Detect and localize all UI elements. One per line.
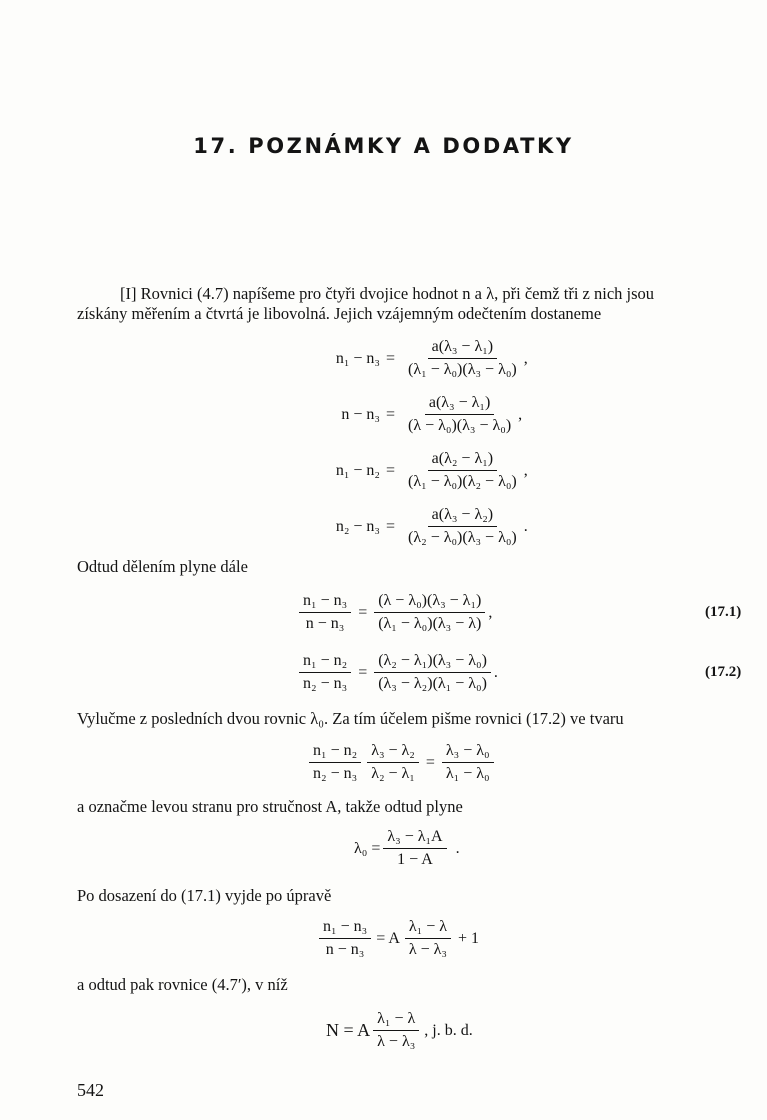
punctuation: . bbox=[455, 839, 460, 857]
numerator: a(λ₃ − λ₂) bbox=[428, 506, 497, 527]
numerator: λ₃ − λ₂ bbox=[367, 742, 419, 763]
equation-row: n₁ − n₂ = $\frac{\text{a(λ₂ − λ₁)}}{\text{(λ₁ − λ₀)(λ₂ − λ₀)}}$ , bbox=[300, 450, 528, 491]
denominator: λ₁ − λ₀ bbox=[445, 765, 490, 782]
punctuation: , bbox=[518, 405, 523, 423]
chapter-heading: 17. POZNÁMKY A DODATKY bbox=[193, 134, 574, 158]
denominator: (λ₃ − λ₂)(λ₁ − λ₀) bbox=[378, 675, 487, 692]
numerator: λ₃ − λ₁A bbox=[383, 828, 446, 849]
punctuation: , bbox=[488, 603, 493, 621]
equation-fraction bbox=[442, 742, 494, 783]
denominator: (λ − λ₀)(λ₃ − λ₀) bbox=[408, 417, 512, 434]
equation-fraction bbox=[319, 918, 371, 959]
equation-row bbox=[354, 828, 460, 869]
equation-fraction bbox=[373, 1010, 419, 1051]
equation-lhs: n₁ − n₃ bbox=[335, 349, 380, 367]
equation-row: $\frac{\text{n₁ − n₂}}{\text{n₂ − n₃}}$ = $\frac{\text{(λ₂ − λ₁)(λ₃ − λ₀)}}{\text{(λ₃ − λ₂)(λ₁ − λ₀)}}$ . bbox=[296, 652, 498, 693]
equation-fraction bbox=[404, 338, 521, 379]
equation-lhs: n₂ − n₃ bbox=[335, 517, 380, 535]
numerator: λ₁ − λ bbox=[373, 1010, 419, 1031]
equation-mid: = A bbox=[376, 929, 400, 947]
equation-lhs: λ₀ = bbox=[354, 839, 381, 857]
numerator: n₁ − n₃ bbox=[319, 918, 371, 939]
denominator: n − n₃ bbox=[305, 615, 345, 632]
equation-lhs: N = A bbox=[326, 1020, 371, 1040]
equation-row: n₂ − n₃ = $\frac{\text{a(λ₃ − λ₂)}}{\text{(λ₂ − λ₀)(λ₃ − λ₀)}}$ . bbox=[300, 506, 528, 547]
denominator: λ − λ₃ bbox=[377, 1033, 416, 1050]
equation-fraction bbox=[383, 828, 446, 869]
denominator: (λ₁ − λ₀)(λ₃ − λ₀) bbox=[408, 361, 517, 378]
equation-lhs: n − n₃ bbox=[341, 405, 380, 423]
denominator: n₂ − n₃ bbox=[313, 765, 358, 782]
numerator: a(λ₃ − λ₁) bbox=[425, 394, 494, 415]
punctuation: , bbox=[523, 461, 528, 479]
equation-number: (17.2) bbox=[705, 664, 742, 680]
paragraph-line: [I] Rovnici (4.7) napíšeme pro čtyři dvojice hodnot n a λ, při čemž tři z nich jsou bbox=[120, 284, 655, 303]
denominator: (λ₁ − λ₀)(λ₃ − λ) bbox=[378, 615, 482, 632]
numerator: a(λ₂ − λ₁) bbox=[428, 450, 497, 471]
equation-row: $\frac{\text{n₁ − n₂}}{\text{n₂ − n₃}}$ $\frac{\text{λ₃ − λ₂}}{\text{λ₂ − λ₁}}$ = $\frac{\text{λ₃ − λ₀}}{\text{λ₁ − λ₀}}$ bbox=[306, 742, 497, 783]
equation-tail: , j. b. d. bbox=[424, 1021, 473, 1039]
equation-fraction bbox=[299, 652, 351, 693]
denominator: 1 − A bbox=[397, 851, 433, 868]
punctuation: . bbox=[493, 663, 498, 681]
paragraph-line: Po dosazení do (17.1) vyjde po úpravě bbox=[77, 886, 332, 905]
equation-number: (17.1) bbox=[705, 604, 742, 620]
equation-fraction bbox=[405, 918, 451, 959]
denominator: n₂ − n₃ bbox=[303, 675, 348, 692]
equation-row bbox=[316, 918, 479, 959]
denominator: n − n₃ bbox=[325, 941, 365, 958]
numerator: a(λ₃ − λ₁) bbox=[428, 338, 497, 359]
equation-row: n − n₃ = $\frac{\text{a(λ₃ − λ₁)}}{\text{(λ − λ₀)(λ₃ − λ₀)}}$ , bbox=[300, 394, 522, 435]
paragraph-line: Vylučme z posledních dvou rovnic λ₀. Za tím účelem pišme rovnici (17.2) ve tvaru bbox=[77, 709, 624, 728]
numerator: (λ − λ₀)(λ₃ − λ₁) bbox=[374, 592, 485, 613]
equation-fraction bbox=[404, 450, 521, 491]
equation-fraction bbox=[374, 592, 485, 633]
numerator: n₁ − n₂ bbox=[299, 652, 351, 673]
punctuation: , bbox=[523, 349, 528, 367]
numerator: n₁ − n₂ bbox=[309, 742, 361, 763]
equation-lhs: n₁ − n₂ bbox=[335, 461, 380, 479]
punctuation: . bbox=[523, 517, 528, 535]
page-number: 542 bbox=[77, 1080, 104, 1100]
equation-tail: + 1 bbox=[458, 929, 480, 947]
paragraph-line: a označme levou stranu pro stručnost A, takže odtud plyne bbox=[77, 797, 463, 816]
equation-row bbox=[326, 1010, 473, 1051]
equation-fraction bbox=[404, 394, 515, 435]
denominator: (λ₁ − λ₀)(λ₂ − λ₀) bbox=[408, 473, 517, 490]
denominator: λ − λ₃ bbox=[408, 941, 448, 958]
equation-fraction bbox=[367, 742, 419, 783]
paragraph-line: a odtud pak rovnice (4.7′), v níž bbox=[77, 975, 288, 994]
equation-fraction bbox=[404, 506, 521, 547]
equation-fraction bbox=[309, 742, 361, 783]
equation-fraction bbox=[299, 592, 351, 633]
paragraph-line: Odtud dělením plyne dále bbox=[77, 557, 248, 576]
equation-fraction bbox=[374, 652, 491, 693]
paragraph-line: získány měřením a čtvrtá je libovolná. Jejich vzájemným odečtením dostaneme bbox=[77, 304, 602, 323]
numerator: λ₃ − λ₀ bbox=[442, 742, 494, 763]
denominator: (λ₂ − λ₀)(λ₃ − λ₀) bbox=[408, 529, 517, 546]
numerator: λ₁ − λ bbox=[405, 918, 451, 939]
equation-row: n₁ − n₃ = $\frac{\text{a(λ₃ − λ₁)}}{\text{(λ₁ − λ₀)(λ₃ − λ₀)}}$ , bbox=[300, 338, 528, 379]
numerator: (λ₂ − λ₁)(λ₃ − λ₀) bbox=[374, 652, 491, 673]
denominator: λ₂ − λ₁ bbox=[371, 765, 415, 782]
numerator: n₁ − n₃ bbox=[299, 592, 351, 613]
equation-row: $\frac{\text{n₁ − n₃}}{\text{n − n₃}}$ = $\frac{\text{(λ − λ₀)(λ₃ − λ₁)}}{\text{(λ₁ − λ₀)(λ₃ − λ)}}$ , bbox=[296, 592, 492, 633]
